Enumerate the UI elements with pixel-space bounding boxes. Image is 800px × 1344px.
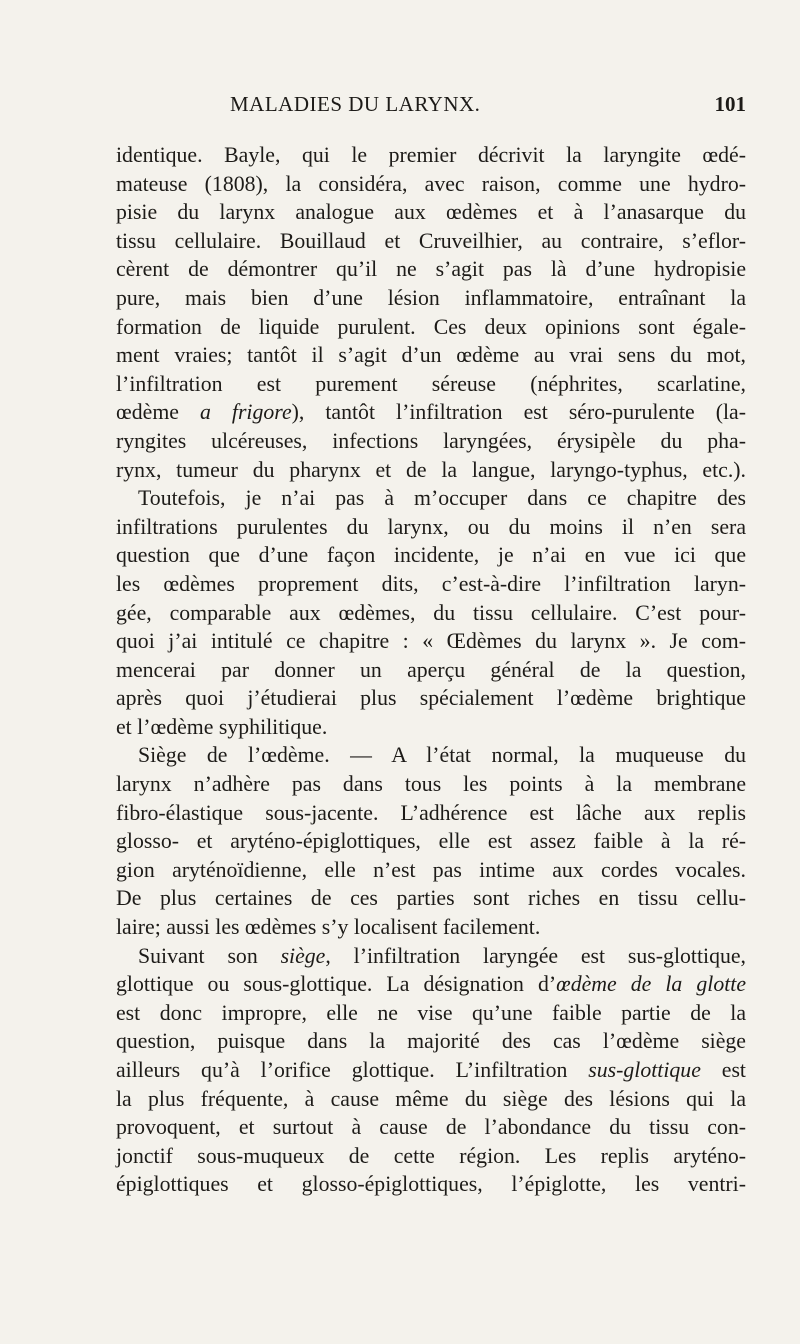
text-line: formation de liquide purulent. Ces deux opinions sont égale-	[116, 314, 746, 339]
paragraph-start: Suivant son siège, l’infiltration laryngée est sus-glottique,	[138, 943, 746, 968]
text-line: la plus fréquente, à cause même du siège des lésions qui la	[116, 1086, 746, 1111]
text-line: pure, mais bien d’une lésion inflammatoire, entraînant la	[116, 285, 746, 310]
text-line: épiglottiques et glosso-épiglottiques, l’épiglotte, les ventri-	[116, 1172, 746, 1197]
text-line: mateuse (1808), la considéra, avec raison, comme une hydro-	[116, 171, 746, 196]
text-line: question que d’une façon incidente, je n’ai en vue ici que	[116, 543, 746, 568]
text-line: mencerai par donner un aperçu général de la question,	[116, 657, 746, 682]
page-number: 101	[714, 92, 746, 116]
text-line: gée, comparable aux œdèmes, du tissu cellulaire. C’est pour-	[116, 600, 746, 625]
italic-term: siège	[280, 943, 326, 968]
running-title: MALADIES DU LARYNX.	[230, 92, 481, 116]
text-line: quoi j’ai intitulé ce chapitre : « Œdèmes du larynx ». Je com-	[116, 629, 746, 654]
text-line: après quoi j’étudierai plus spécialement l’œdème brightique	[116, 686, 746, 711]
text-line: les œdèmes proprement dits, c’est-à-dire l’infiltration laryn-	[116, 571, 746, 596]
text-line: jonctif sous-muqueux de cette région. Les replis aryténo-	[116, 1143, 746, 1168]
text-line: gion aryténoïdienne, elle n’est pas intime aux cordes vocales.	[116, 857, 746, 882]
text-line: l’infiltration est purement séreuse (néphrites, scarlatine,	[116, 371, 746, 396]
text-line: œdème a frigore), tantôt l’infiltration est séro-purulente (la-	[116, 400, 746, 425]
text-line: provoquent, et surtout à cause de l’abondance du tissu con-	[116, 1115, 746, 1140]
running-header	[116, 92, 746, 122]
italic-term: a frigore	[199, 400, 292, 425]
text-line: De plus certaines de ces parties sont riches en tissu cellu-	[116, 886, 746, 911]
text-line: rynx, tumeur du pharynx et de la langue, laryngo-typhus, etc.).	[116, 457, 746, 482]
text-line: pisie du larynx analogue aux œdèmes et à l’anasarque du	[116, 200, 746, 225]
body-text	[116, 141, 746, 1199]
text-line: ment vraies; tantôt il s’agit d’un œdème au vrai sens du mot,	[116, 343, 746, 368]
text-line: identique. Bayle, qui le premier décrivit la laryngite œdé-	[116, 143, 746, 167]
text-line: glosso- et aryténo-épiglottiques, elle est assez faible à la ré-	[116, 829, 746, 854]
text-line: fibro-élastique sous-jacente. L’adhérence est lâche aux replis	[116, 800, 746, 825]
text-line: tissu cellulaire. Bouillaud et Cruveilhier, au contraire, s’eflor-	[116, 228, 746, 253]
text-line: ailleurs qu’à l’orifice glottique. L’infiltration sus-glottique est	[116, 1058, 746, 1082]
text-line: est donc impropre, elle ne vise qu’une faible partie de la	[116, 1000, 746, 1025]
text-line: et l’œdème syphilitique.	[116, 714, 328, 739]
text-line: ryngites ulcéreuses, infections laryngées, érysipèle du pha-	[116, 428, 746, 453]
text-line: larynx n’adhère pas dans tous les points à la membrane	[116, 772, 746, 797]
italic-term: œdème de la glotte	[556, 972, 747, 997]
text-line: glottique ou sous-glottique. La désignation d’œdème de la glotte	[116, 972, 747, 997]
italic-term: sus-glottique	[588, 1058, 701, 1082]
paragraph-start: Toutefois, je n’ai pas à m’occuper dans ce chapitre des	[138, 486, 746, 511]
text-line: question, puisque dans la majorité des cas l’œdème siège	[116, 1029, 746, 1054]
text-line: laire; aussi les œdèmes s’y localisent facilement.	[116, 915, 541, 940]
text-line: infiltrations purulentes du larynx, ou du moins il n’en sera	[116, 514, 746, 539]
section-heading-line: Siège de l’œdème. — A l’état normal, la muqueuse du	[138, 743, 746, 768]
text-line: cèrent de démontrer qu’il ne s’agit pas là d’une hydropisie	[116, 257, 746, 282]
